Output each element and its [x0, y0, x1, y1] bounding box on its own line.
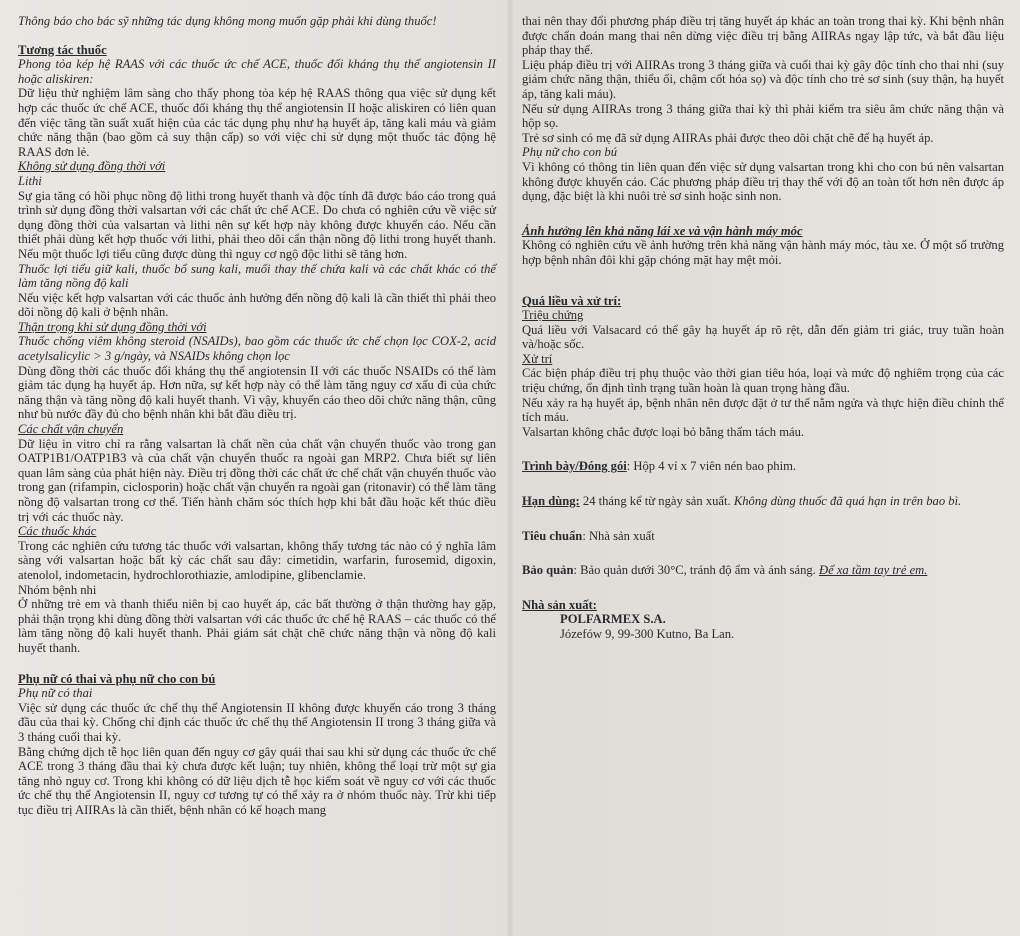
pregnant-continued-4: Trẻ sơ sinh có mẹ đã sử dụng AIIRAs phải được theo dõi chặt chẽ để hạ huyết áp.: [522, 130, 934, 145]
packaging-label: Trình bày/Đóng gói: [522, 459, 627, 474]
treatment-body-2: Nếu xảy ra hạ huyết áp, bệnh nhân nên được đặt ở tư thế nằm ngửa và thực hiện điều chỉnh thể tích máu.: [522, 395, 1004, 425]
manufacturer-label: Nhà sản xuất:: [522, 597, 597, 612]
packaging-value: : Hộp 4 vỉ x 7 viên nén bao phim.: [626, 459, 797, 474]
caution-heading: Thận trọng khi sử dụng đồng thời với: [18, 319, 207, 334]
page-fold: [507, 0, 513, 936]
symptoms-title: Triệu chứng: [522, 308, 584, 323]
interactions-heading: Tương tác thuốc: [18, 42, 107, 57]
pregnant-body-2: Bằng chứng dịch tễ học liên quan đến nguy cơ gây quái thai sau khi sử dụng các thuốc ức chế ACE trong 3 tháng đầu thai kỳ chưa được kết luận; tuy nhiên, không thể loại trừ một sự gia tăng nhỏ nguy cơ. Trong khi không có dữ liệu dịch tễ học kiểm soát về nguy cơ với các thuốc ức chế thụ thể Angiotensin II, nguy cơ tương tự có thể xảy ra ở nhóm thuốc này. Trừ khi tiếp tục điều trị AIIRAs là cần thiết, bệnh nhân có kế hoạch mang: [18, 744, 496, 817]
pregnant-title: Phụ nữ có thai: [18, 686, 93, 701]
nsaids-title: Thuốc chống viêm không steroid (NSAIDs), bao gồm các thuốc ức chế chọn lọc COX-2, acid acetylsalicylic > 3 g/ngày, và NSAIDs không chọn lọc: [18, 334, 496, 364]
pregnant-continued-1: thai nên thay đổi phương pháp điều trị tăng huyết áp khác an toàn trong thai kỳ. Khi bệnh nhân được chẩn đoán mang thai nên dừng việc điều trị bằng AIIRAs ngay lập tức, và bắt đầu liệu pháp thay thế.: [522, 14, 1004, 58]
lithium-title: Lithi: [18, 173, 42, 188]
manufacturer-block: [522, 598, 1004, 643]
nsaids-body: Dùng đồng thời các thuốc đối kháng thụ thể angiotensin II với các thuốc NSAIDs có thể làm giảm tác dụng hạ huyết áp. Hơn nữa, sự kết hợp này có thể làm tăng nguy cơ xấu đi của chức năng thận và tăng nồng độ kali huyết thanh. Vì vậy, khuyến cáo theo dõi chức năng thận, cũng như bù nước đầy đủ cho bệnh nhân khi bắt đầu điều trị.: [18, 363, 496, 422]
pregnant-continued-3: Nếu sử dụng AIIRAs trong 3 tháng giữa thai kỳ thì phải kiểm tra siêu âm chức năng thận và hộp sọ.: [522, 101, 1004, 131]
expiry-row: [522, 494, 1004, 509]
potassium-body: Nếu việc kết hợp valsartan với các thuốc ảnh hưởng đến nồng độ kali là cần thiết thì phải theo dõi nồng độ kali ở bệnh nhân.: [18, 290, 496, 320]
manufacturer-address: Józefów 9, 99-300 Kutno, Ba Lan.: [560, 627, 735, 642]
pediatric-title: Nhóm bệnh nhi: [18, 582, 97, 597]
storage-value: : Bảo quản dưới 30°C, tránh độ ẩm và ánh sáng.: [573, 563, 819, 578]
other-drugs-body: Trong các nghiên cứu tương tác thuốc với valsartan, không thấy tương tác nào có ý nghĩa lâm sàng với valsartan hoặc bất kỳ các chất sau đây: cimetidin, warfarin, furosemid, digoxin, atenolol, indometacin, hydrochlorothiazie, amlodipine, glibenclamie.: [18, 538, 496, 582]
treatment-body-1: Các biện pháp điều trị phụ thuộc vào thời gian tiêu hóa, loại và mức độ nghiêm trọng của các triệu chứng, ổn định tình trạng tuần hoàn là quan trọng hàng đầu.: [522, 366, 1004, 396]
pediatric-body: Ở những trẻ em và thanh thiếu niên bị cao huyết áp, các bất thường ở thận thường hay gặp, phải thận trọng khi dùng đồng thời valsartan với các thuốc ức chế hệ RAAS – các thuốc có thể làm tăng nồng độ kali huyết thanh. Phải giám sát chặt chẽ chức năng thận và nồng độ kali huyết thanh.: [18, 597, 496, 655]
symptoms-body: Quá liều với Valsacard có thể gây hạ huyết áp rõ rệt, dẫn đến giảm tri giác, truy tuần hoàn và/hoặc sốc.: [522, 322, 1004, 352]
not-combined-heading: Không sử dụng đồng thời với: [18, 159, 166, 174]
transporter-heading: Các chất vận chuyển: [18, 422, 124, 437]
expiry-label: Hạn dùng:: [522, 494, 580, 509]
storage-row: [522, 563, 1004, 578]
expiry-value: 24 tháng kể từ ngày sản xuất.: [579, 494, 734, 509]
raas-body: Dữ liệu thử nghiệm lâm sàng cho thấy phong tỏa kép hệ RAAS thông qua việc sử dụng kết hợp các thuốc ức chế ACE, thuốc đối kháng thụ thể angiotensin II hoặc aliskiren có liên quan đến việc tăng tần suất xuất hiện của các tác dụng phụ như hạ huyết áp, tăng kali máu và giảm chức năng thận (bao gồm cả suy thận cấp) so với việc chỉ sử dụng một thuốc tác động hệ RAAS đơn lẻ.: [18, 86, 496, 159]
other-drugs-heading: Các thuốc khác: [18, 524, 97, 539]
standard-value: : Nhà sản xuất: [582, 528, 655, 543]
expiry-warning: Không dùng thuốc đã quá hạn in trên bao bì.: [733, 494, 962, 509]
standard-label: Tiêu chuẩn: [522, 528, 583, 543]
packaging-row: [522, 459, 1004, 474]
overdose-heading: Quá liều và xử trí:: [522, 293, 622, 308]
treatment-body-3: Valsartan không chắc được loại bỏ bằng thẩm tách máu.: [522, 424, 805, 439]
standard-row: [522, 529, 1004, 544]
breastfeeding-body: Vì không có thông tin liên quan đến việc sử dụng valsartan trong khi cho con bú nên valsartan không được khuyến cáo. Các phương pháp điều trị thay thế với độ an toàn tốt hơn nên được áp dụng, đặc biệt là khi nuôi trẻ sơ sinh hoặc sinh non.: [522, 159, 1004, 204]
treatment-title: Xử trí: [522, 351, 553, 366]
intro-note: Thông báo cho bác sỹ những tác dụng không mong muốn gặp phải khi dùng thuốc!: [18, 14, 437, 28]
storage-warning: Để xa tầm tay trẻ em.: [818, 563, 928, 578]
raas-title: Phong tỏa kép hệ RAAS với các thuốc ức chế ACE, thuốc đối kháng thụ thể angiotensin II hoặc aliskiren:: [18, 57, 496, 86]
pregnancy-heading: Phụ nữ có thai và phụ nữ cho con bú: [18, 671, 216, 686]
left-column: [18, 14, 496, 817]
driving-heading: Ảnh hưởng lên khả năng lái xe và vận hành máy móc: [522, 223, 803, 238]
pregnant-body-1: Việc sử dụng các thuốc ức chế thụ thể Angiotensin II không được khuyến cáo trong 3 tháng đầu của thai kỳ. Chống chỉ định các thuốc ức chế thụ thể Angiotensin II trong 3 tháng giữa và 3 tháng cuối thai kỳ.: [18, 700, 496, 744]
storage-label: Bảo quản: [522, 563, 574, 578]
lithium-body: Sự gia tăng có hồi phục nồng độ lithi trong huyết thanh và độc tính đã được báo cáo trong quá trình sử dụng đồng thời valsartan với các chất ức chế ACE. Do chưa có nghiên cứu về việc sử dụng đồng thời của valsartan và lithi nên sự kết hợp này không được khuyến cáo. Nếu cần thiết phải dùng kết hợp thuốc với lithi, phải theo dõi cẩn thận nồng độ lithi trong huyết thanh. Nếu một thuốc lợi tiểu cũng được dùng thì nguy cơ ngộ độc lithi sẽ tăng hơn.: [18, 188, 496, 261]
potassium-title: Thuốc lợi tiểu giữ kali, thuốc bổ sung kali, muối thay thế chứa kali và các chất khác có thể làm tăng nồng độ kali: [18, 261, 496, 291]
driving-body: Không có nghiên cứu về ảnh hưởng trên khả năng vận hành máy móc, tàu xe. Ở một số trường hợp bệnh nhân đôi khi gặp chóng mặt hay mệt mỏi.: [522, 238, 1004, 267]
pregnant-continued-2: Liệu pháp điều trị với AIIRAs trong 3 tháng giữa và cuối thai kỳ gây độc tính cho thai nhi (suy giảm chức năng thận, thiểu ối, chậm cốt hóa sọ) và độc tính cho trẻ sơ sinh (suy thận, hạ huyết áp, tăng kali máu).: [522, 57, 1004, 101]
right-column: [522, 14, 1004, 642]
breastfeeding-title: Phụ nữ cho con bú: [522, 145, 618, 160]
manufacturer-name: POLFARMEX S.A.: [560, 612, 666, 627]
transporter-body: Dữ liệu in vitro chỉ ra rằng valsartan là chất nền của chất vận chuyển thuốc vào trong gan OATP1B1/OATP1B3 và của chất vận chuyển thuốc ra ngoài gan MRP2. Chưa biết sự liên quan lâm sàng của phát hiện này. Điều trị đồng thời các chất ức chế chất vận chuyển thuốc vào trong gan (rifampin, ciclosporin) hoặc chất vận chuyển ra ngoài gan (ritonavir) có thể làm tăng nồng độ valsartan trong cơ thể. Tiến hành chăm sóc thích hợp khi bắt đầu hoặc kết thúc điều trị với các thuốc này.: [18, 436, 496, 524]
